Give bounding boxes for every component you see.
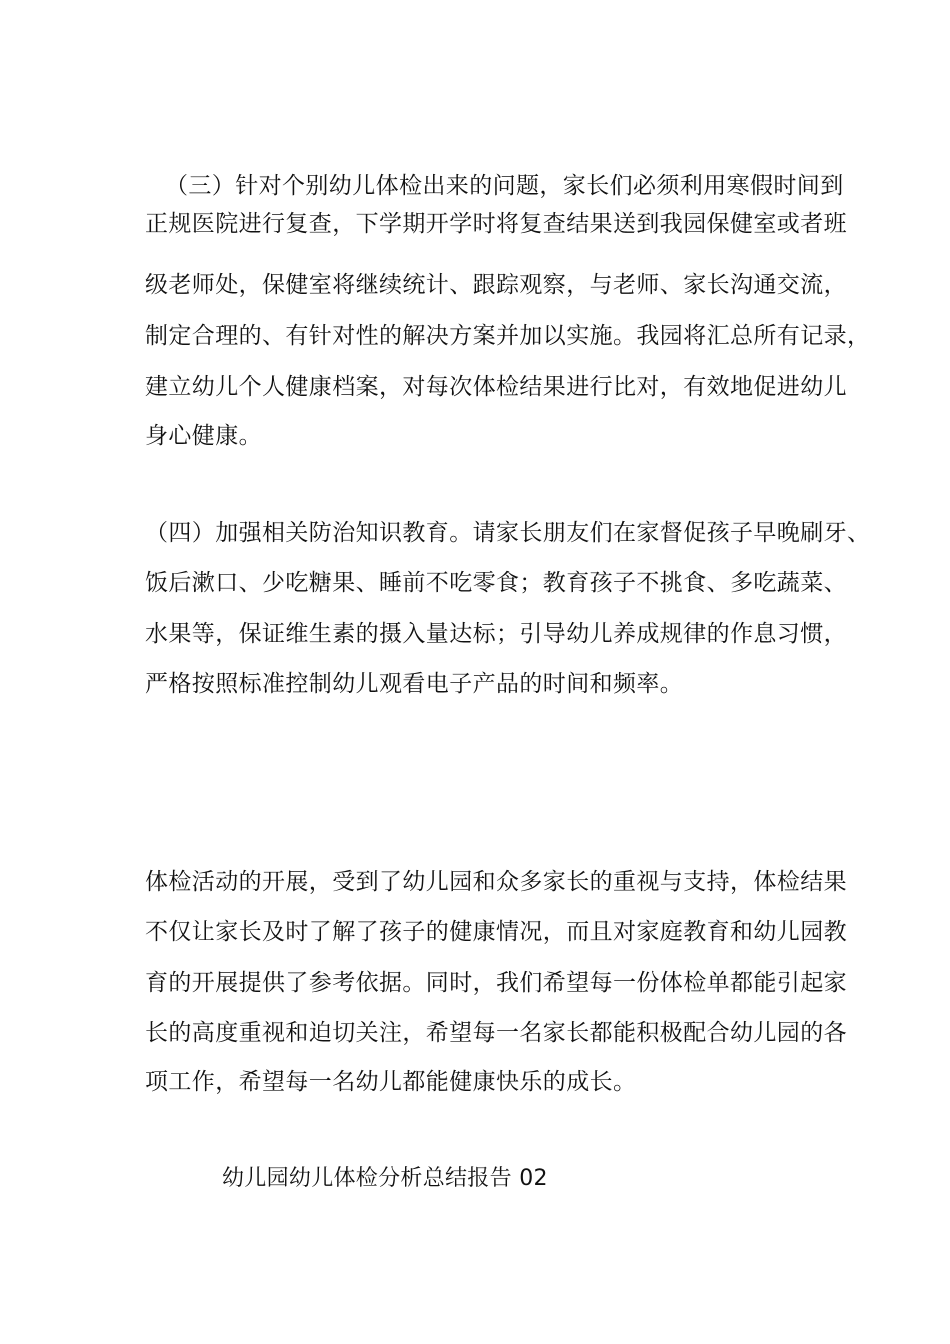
paragraph-line: 严格按照标准控制幼儿观看电子产品的时间和频率。 (145, 671, 684, 697)
paragraph-line: 项工作，希望每一名幼儿都能健康快乐的成长。 (145, 1069, 637, 1095)
paragraph-line: 正规医院进行复查，下学期开学时将复查结果送到我园保健室或者班 (145, 211, 847, 237)
paragraph-line: 饭后漱口、少吃糖果、睡前不吃零食；教育孩子不挑食、多吃蔬菜、 (145, 570, 847, 596)
paragraph-line: （三）针对个别幼儿体检出来的问题，家长们必须利用寒假时间到 (165, 173, 844, 199)
paragraph-line: （四）加强相关防治知识教育。请家长朋友们在家督促孩子早晚刷牙、 (145, 520, 871, 546)
paragraph-line: 育的开展提供了参考依据。同时，我们希望每一份体检单都能引起家 (145, 970, 847, 996)
paragraph-line: 级老师处，保健室将继续统计、跟踪观察，与老师、家长沟通交流， (145, 272, 847, 298)
paragraph-line: 体检活动的开展，受到了幼儿园和众多家长的重视与支持，体检结果 (145, 869, 847, 895)
section-title: 幼儿园幼儿体检分析总结报告 02 (222, 1166, 548, 1191)
paragraph-line: 建立幼儿个人健康档案，对每次体检结果进行比对，有效地促进幼儿 (145, 374, 847, 400)
paragraph-line: 不仅让家长及时了解了孩子的健康情况，而且对家庭教育和幼儿园教 (145, 919, 847, 945)
paragraph-line: 身心健康。 (145, 423, 262, 449)
paragraph-line: 长的高度重视和迫切关注，希望每一名家长都能积极配合幼儿园的各 (145, 1020, 847, 1046)
paragraph-line: 水果等，保证维生素的摄入量达标；引导幼儿养成规律的作息习惯， (145, 621, 847, 647)
paragraph-line: 制定合理的、有针对性的解决方案并加以实施。我园将汇总所有记录， (145, 323, 871, 349)
